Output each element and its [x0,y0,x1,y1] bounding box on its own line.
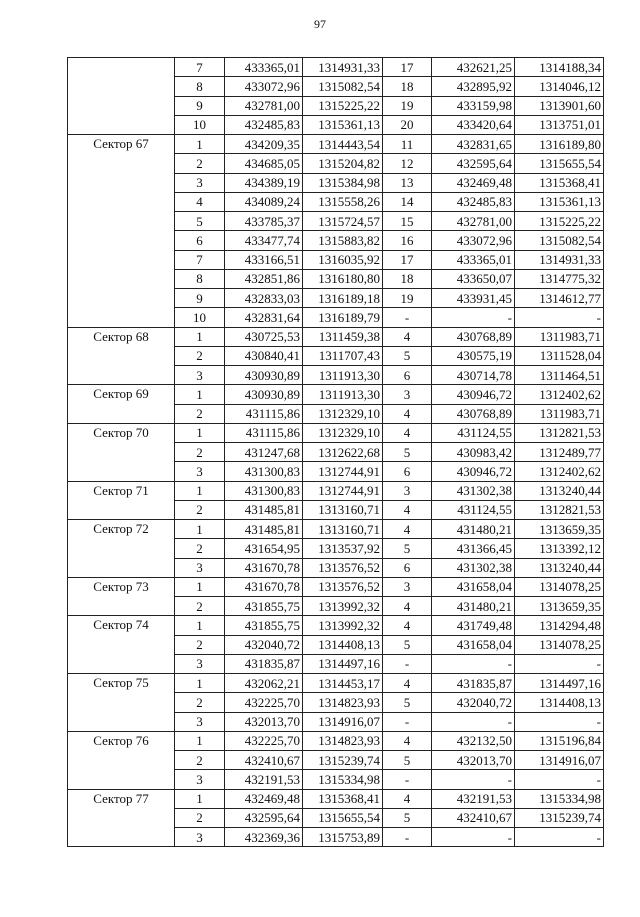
x-coordinate-left: 430930,89 [225,366,303,385]
y-coordinate-left: 1313576,52 [303,558,383,577]
point-number-left: 2 [175,154,225,173]
point-number-left: 3 [175,558,225,577]
x-coordinate-right: 432595,64 [432,154,515,173]
y-coordinate-left: 1313992,32 [303,616,383,635]
point-number-right: - [383,308,432,327]
point-number-right: 6 [383,462,432,481]
point-number-left: 2 [175,443,225,462]
x-coordinate-right: 430768,89 [432,404,515,423]
y-coordinate-left: 1313537,92 [303,539,383,558]
point-number-right: 4 [383,616,432,635]
y-coordinate-left: 1315334,98 [303,770,383,789]
y-coordinate-left: 1313160,71 [303,520,383,539]
y-coordinate-right: 1315361,13 [515,192,604,211]
y-coordinate-right: 1314408,13 [515,693,604,712]
point-number-left: 9 [175,96,225,115]
x-coordinate-left: 433365,01 [225,58,303,77]
point-number-left: 1 [175,481,225,500]
x-coordinate-right: 430768,89 [432,327,515,346]
point-number-left: 9 [175,289,225,308]
x-coordinate-right: 433420,64 [432,115,515,134]
y-coordinate-right: - [515,770,604,789]
x-coordinate-left: 434685,05 [225,154,303,173]
x-coordinate-left: 431485,81 [225,500,303,519]
point-number-left: 2 [175,751,225,770]
sector-label: Сектор 68 [68,327,175,385]
x-coordinate-left: 432369,36 [225,828,303,847]
y-coordinate-left: 1314931,33 [303,58,383,77]
y-coordinate-right: 1311983,71 [515,327,604,346]
x-coordinate-right: 431658,04 [432,577,515,596]
point-number-right: - [383,712,432,731]
y-coordinate-right: 1315368,41 [515,173,604,192]
y-coordinate-left: 1314497,16 [303,654,383,673]
point-number-left: 3 [175,712,225,731]
point-number-right: 4 [383,520,432,539]
point-number-left: 2 [175,404,225,423]
y-coordinate-right: 1311464,51 [515,366,604,385]
point-number-right: 17 [383,58,432,77]
table-row [68,385,604,404]
x-coordinate-left: 433072,96 [225,77,303,96]
y-coordinate-right: 1314046,12 [515,77,604,96]
point-number-right: 19 [383,289,432,308]
point-number-right: 20 [383,115,432,134]
y-coordinate-right: 1315082,54 [515,231,604,250]
point-number-right: 5 [383,808,432,827]
x-coordinate-left: 432225,70 [225,731,303,750]
sector-label: Сектор 71 [68,481,175,520]
point-number-left: 6 [175,231,225,250]
point-number-right: 4 [383,731,432,750]
x-coordinate-left: 434089,24 [225,192,303,211]
table-row [68,674,604,693]
point-number-left: 1 [175,520,225,539]
point-number-left: 10 [175,308,225,327]
y-coordinate-left: 1311707,43 [303,346,383,365]
point-number-right: 6 [383,558,432,577]
y-coordinate-right: 1312489,77 [515,443,604,462]
point-number-right: 14 [383,192,432,211]
point-number-right: 5 [383,443,432,462]
y-coordinate-right: 1314775,32 [515,269,604,288]
x-coordinate-right: 430946,72 [432,385,515,404]
point-number-left: 2 [175,597,225,616]
x-coordinate-left: 432062,21 [225,674,303,693]
x-coordinate-left: 431855,75 [225,597,303,616]
x-coordinate-left: 431485,81 [225,520,303,539]
y-coordinate-right: 1311983,71 [515,404,604,423]
x-coordinate-right: 430946,72 [432,462,515,481]
point-number-left: 3 [175,462,225,481]
point-number-right: 5 [383,539,432,558]
point-number-right: - [383,828,432,847]
x-coordinate-right: 431302,38 [432,558,515,577]
x-coordinate-right: 433072,96 [432,231,515,250]
point-number-right: 17 [383,250,432,269]
y-coordinate-left: 1312329,10 [303,423,383,442]
x-coordinate-right: 432191,53 [432,789,515,808]
x-coordinate-left: 431670,78 [225,577,303,596]
point-number-right: 16 [383,231,432,250]
x-coordinate-right: 433931,45 [432,289,515,308]
point-number-right: 3 [383,385,432,404]
y-coordinate-right: - [515,654,604,673]
point-number-left: 7 [175,58,225,77]
x-coordinate-left: 432410,67 [225,751,303,770]
y-coordinate-left: 1315204,82 [303,154,383,173]
x-coordinate-left: 433477,74 [225,231,303,250]
x-coordinate-left: 432469,48 [225,789,303,808]
y-coordinate-left: 1314443,54 [303,135,383,154]
table-row [68,423,604,442]
point-number-right: 15 [383,212,432,231]
y-coordinate-right: 1315225,22 [515,212,604,231]
point-number-left: 2 [175,808,225,827]
point-number-right: 11 [383,135,432,154]
x-coordinate-right: 432040,72 [432,693,515,712]
y-coordinate-right: 1313392,12 [515,539,604,558]
x-coordinate-right: 433365,01 [432,250,515,269]
y-coordinate-left: 1316180,80 [303,269,383,288]
x-coordinate-right: - [432,712,515,731]
sector-label: Сектор 75 [68,674,175,732]
point-number-left: 1 [175,135,225,154]
table-row [68,481,604,500]
point-number-right: 12 [383,154,432,173]
point-number-right: 5 [383,751,432,770]
x-coordinate-right: 432469,48 [432,173,515,192]
point-number-left: 1 [175,616,225,635]
y-coordinate-right: 1316189,80 [515,135,604,154]
table-row [68,616,604,635]
point-number-left: 2 [175,346,225,365]
y-coordinate-right: 1311528,04 [515,346,604,365]
y-coordinate-left: 1315558,26 [303,192,383,211]
y-coordinate-left: 1315753,89 [303,828,383,847]
point-number-left: 3 [175,770,225,789]
x-coordinate-left: 432225,70 [225,693,303,712]
point-number-right: 4 [383,500,432,519]
sector-label: Сектор 67 [68,135,175,328]
point-number-right: 5 [383,635,432,654]
x-coordinate-left: 432040,72 [225,635,303,654]
point-number-right: 19 [383,96,432,115]
point-number-right: 4 [383,789,432,808]
y-coordinate-left: 1316189,79 [303,308,383,327]
y-coordinate-left: 1312744,91 [303,481,383,500]
y-coordinate-right: 1314188,34 [515,58,604,77]
point-number-left: 3 [175,654,225,673]
y-coordinate-left: 1315368,41 [303,789,383,808]
x-coordinate-right: - [432,770,515,789]
y-coordinate-right: 1312402,62 [515,462,604,481]
y-coordinate-right: 1315655,54 [515,154,604,173]
x-coordinate-left: 434209,35 [225,135,303,154]
point-number-right: 4 [383,597,432,616]
sector-label: Сектор 69 [68,385,175,424]
y-coordinate-left: 1312622,68 [303,443,383,462]
x-coordinate-left: 431654,95 [225,539,303,558]
x-coordinate-right: 430575,19 [432,346,515,365]
x-coordinate-left: 430840,41 [225,346,303,365]
x-coordinate-left: 432595,64 [225,808,303,827]
point-number-left: 4 [175,192,225,211]
point-number-left: 8 [175,77,225,96]
y-coordinate-left: 1313576,52 [303,577,383,596]
x-coordinate-right: 432781,00 [432,212,515,231]
x-coordinate-right: 432895,92 [432,77,515,96]
point-number-right: - [383,770,432,789]
x-coordinate-left: 431300,83 [225,481,303,500]
y-coordinate-left: 1313160,71 [303,500,383,519]
y-coordinate-left: 1313992,32 [303,597,383,616]
y-coordinate-right: 1314294,48 [515,616,604,635]
table-row [68,577,604,596]
y-coordinate-left: 1312744,91 [303,462,383,481]
x-coordinate-left: 431670,78 [225,558,303,577]
y-coordinate-right: 1314497,16 [515,674,604,693]
x-coordinate-left: 433785,37 [225,212,303,231]
sector-label: Сектор 73 [68,577,175,616]
y-coordinate-left: 1315239,74 [303,751,383,770]
y-coordinate-left: 1315655,54 [303,808,383,827]
y-coordinate-left: 1316189,18 [303,289,383,308]
y-coordinate-left: 1311913,30 [303,385,383,404]
x-coordinate-right: 432013,70 [432,751,515,770]
y-coordinate-left: 1314823,93 [303,693,383,712]
point-number-right: 18 [383,269,432,288]
point-number-left: 10 [175,115,225,134]
y-coordinate-right: 1313659,35 [515,520,604,539]
sector-label: Сектор 72 [68,520,175,578]
x-coordinate-left: 430725,53 [225,327,303,346]
point-number-right: 4 [383,423,432,442]
y-coordinate-right: 1313240,44 [515,558,604,577]
x-coordinate-left: 432013,70 [225,712,303,731]
x-coordinate-left: 432831,64 [225,308,303,327]
y-coordinate-right: 1314916,07 [515,751,604,770]
x-coordinate-right: 431124,55 [432,500,515,519]
y-coordinate-left: 1314453,17 [303,674,383,693]
y-coordinate-right: - [515,828,604,847]
point-number-right: 4 [383,327,432,346]
y-coordinate-right: - [515,308,604,327]
point-number-left: 2 [175,539,225,558]
y-coordinate-right: 1314078,25 [515,635,604,654]
x-coordinate-left: 433166,51 [225,250,303,269]
x-coordinate-left: 431300,83 [225,462,303,481]
point-number-right: 4 [383,404,432,423]
point-number-right: 3 [383,481,432,500]
y-coordinate-right: 1312402,62 [515,385,604,404]
y-coordinate-right: 1314931,33 [515,250,604,269]
point-number-right: 4 [383,674,432,693]
y-coordinate-right: 1313751,01 [515,115,604,134]
x-coordinate-right: 430714,78 [432,366,515,385]
y-coordinate-left: 1314408,13 [303,635,383,654]
table-row [68,135,604,154]
sector-label: Сектор 74 [68,616,175,674]
x-coordinate-right: 431480,21 [432,597,515,616]
y-coordinate-right: - [515,712,604,731]
point-number-right: 3 [383,577,432,596]
x-coordinate-right: - [432,308,515,327]
point-number-left: 1 [175,577,225,596]
x-coordinate-right: 433650,07 [432,269,515,288]
y-coordinate-right: 1313901,60 [515,96,604,115]
x-coordinate-right: 431658,04 [432,635,515,654]
x-coordinate-right: 431835,87 [432,674,515,693]
x-coordinate-right: - [432,654,515,673]
x-coordinate-left: 431855,75 [225,616,303,635]
point-number-left: 1 [175,327,225,346]
x-coordinate-right: 432485,83 [432,192,515,211]
x-coordinate-right: 431749,48 [432,616,515,635]
y-coordinate-left: 1315883,82 [303,231,383,250]
point-number-left: 1 [175,385,225,404]
y-coordinate-right: 1312821,53 [515,500,604,519]
coordinates-table [67,57,604,847]
y-coordinate-right: 1313240,44 [515,481,604,500]
point-number-left: 2 [175,635,225,654]
point-number-right: - [383,654,432,673]
y-coordinate-left: 1315724,57 [303,212,383,231]
y-coordinate-right: 1312821,53 [515,423,604,442]
y-coordinate-left: 1315082,54 [303,77,383,96]
y-coordinate-left: 1312329,10 [303,404,383,423]
point-number-left: 1 [175,674,225,693]
point-number-left: 2 [175,500,225,519]
point-number-left: 5 [175,212,225,231]
point-number-left: 1 [175,731,225,750]
x-coordinate-left: 431115,86 [225,404,303,423]
table-row [68,789,604,808]
y-coordinate-right: 1314078,25 [515,577,604,596]
y-coordinate-left: 1315361,13 [303,115,383,134]
y-coordinate-left: 1311913,30 [303,366,383,385]
x-coordinate-left: 430930,89 [225,385,303,404]
x-coordinate-right: 433159,98 [432,96,515,115]
point-number-left: 2 [175,693,225,712]
y-coordinate-right: 1315334,98 [515,789,604,808]
y-coordinate-left: 1314916,07 [303,712,383,731]
point-number-left: 7 [175,250,225,269]
y-coordinate-left: 1311459,38 [303,327,383,346]
x-coordinate-left: 432781,00 [225,96,303,115]
x-coordinate-right: - [432,828,515,847]
sector-label: Сектор 70 [68,423,175,481]
y-coordinate-right: 1315239,74 [515,808,604,827]
point-number-left: 3 [175,173,225,192]
y-coordinate-left: 1316035,92 [303,250,383,269]
point-number-left: 1 [175,789,225,808]
x-coordinate-right: 431480,21 [432,520,515,539]
x-coordinate-right: 431366,45 [432,539,515,558]
point-number-right: 5 [383,346,432,365]
y-coordinate-left: 1314823,93 [303,731,383,750]
x-coordinate-right: 431124,55 [432,423,515,442]
point-number-right: 5 [383,693,432,712]
table-row [68,58,604,77]
point-number-left: 8 [175,269,225,288]
table-row [68,731,604,750]
x-coordinate-left: 431247,68 [225,443,303,462]
y-coordinate-left: 1315225,22 [303,96,383,115]
x-coordinate-right: 432621,25 [432,58,515,77]
point-number-left: 1 [175,423,225,442]
y-coordinate-right: 1315196,84 [515,731,604,750]
y-coordinate-right: 1313659,35 [515,597,604,616]
x-coordinate-right: 432132,50 [432,731,515,750]
sector-label: Сектор 77 [68,789,175,847]
point-number-right: 18 [383,77,432,96]
x-coordinate-left: 432485,83 [225,115,303,134]
x-coordinate-right: 431302,38 [432,481,515,500]
x-coordinate-right: 432831,65 [432,135,515,154]
x-coordinate-left: 434389,19 [225,173,303,192]
x-coordinate-left: 432191,53 [225,770,303,789]
x-coordinate-left: 431115,86 [225,423,303,442]
table-row [68,327,604,346]
sector-label: Сектор 76 [68,731,175,789]
x-coordinate-right: 432410,67 [432,808,515,827]
point-number-right: 13 [383,173,432,192]
x-coordinate-left: 431835,87 [225,654,303,673]
table-row [68,520,604,539]
x-coordinate-left: 432833,03 [225,289,303,308]
point-number-left: 3 [175,828,225,847]
point-number-left: 3 [175,366,225,385]
y-coordinate-left: 1315384,98 [303,173,383,192]
x-coordinate-left: 432851,86 [225,269,303,288]
y-coordinate-right: 1314612,77 [515,289,604,308]
page-number: 97 [314,17,326,31]
sector-label [68,58,175,135]
x-coordinate-right: 430983,42 [432,443,515,462]
point-number-right: 6 [383,366,432,385]
